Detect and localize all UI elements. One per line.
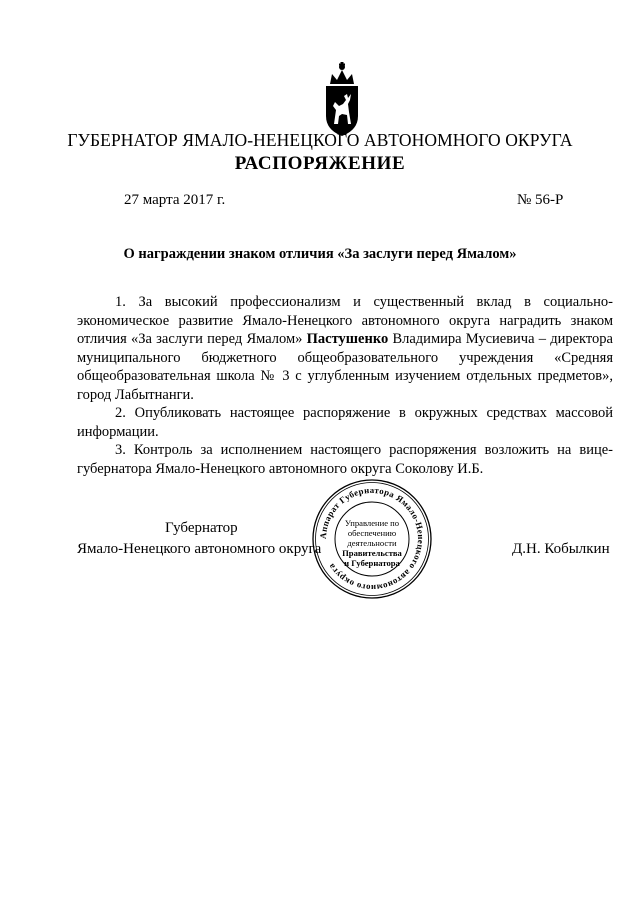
signatory-title: Губернатор xyxy=(165,520,238,536)
signatory-organization: Ямало-Ненецкого автономного округа xyxy=(77,541,322,557)
paragraph-3: 3. Контроль за исполнением настоящего распоряжения возложить на вице-губернатора Ямало-Ненецкого автономного округа Соколову И.Б. xyxy=(77,442,613,477)
document-date: 27 марта 2017 г. xyxy=(124,192,226,208)
paragraph-2: 2. Опубликовать настоящее распоряжение в окружных средствах массовой информации. xyxy=(77,405,613,440)
seal-line-3: деятельности xyxy=(347,538,397,548)
seal-center-text xyxy=(339,518,405,568)
seal-line-4: Правительства xyxy=(342,548,402,558)
yamal-coat-of-arms-icon xyxy=(320,60,364,138)
awardee-surname: Пастушенко xyxy=(306,331,389,347)
authority-heading: ГУБЕРНАТОР ЯМАЛО-НЕНЕЦКОГО АВТОНОМНОГО ОКРУГА xyxy=(67,130,573,150)
document-body xyxy=(77,293,613,478)
seal-line-1: Управление по xyxy=(344,518,400,528)
paragraph-1-text-end: Владимира Мусиевича – директора муниципального бюджетного общеобразовательного учреждения «Средняя общеобразовательная школа № 3 с углубленным изучением отдельных предметов», город Лабытнанги. xyxy=(77,331,613,403)
paragraph-1-text-start: 1. За высокий профессионализм и существенный вклад в социально-экономическое развитие Ямало-Ненецкого автономного округа наградить знаком отличия «За заслуги перед Ямалом» xyxy=(77,294,613,347)
document-subject: О награждении знаком отличия «За заслуги перед Ямалом» xyxy=(123,246,517,262)
seal-line-2: обеспечению xyxy=(347,528,397,538)
document-type-title: РАСПОРЯЖЕНИЕ xyxy=(234,153,406,174)
paragraph-1 xyxy=(77,293,613,404)
signatory-name: Д.Н. Кобылкин xyxy=(512,541,610,557)
document-number: № 56-Р xyxy=(517,192,564,208)
seal-line-5: и Губернатора xyxy=(344,558,400,568)
seal-ring-text: Аппарат Губернатора Ямало-Ненецкого автономного округа xyxy=(317,484,427,594)
